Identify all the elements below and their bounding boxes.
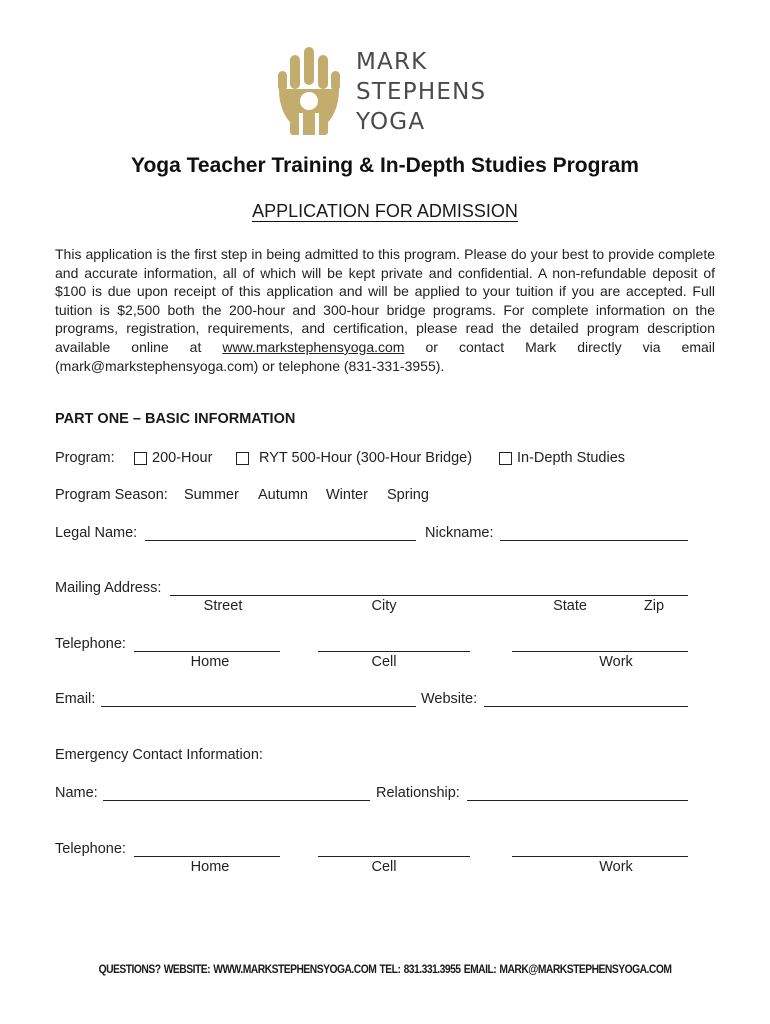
logo-text-line1: MARK — [356, 49, 428, 75]
mailing-address-field[interactable] — [170, 595, 688, 596]
program-ryt-500-label: RYT 500-Hour (300-Hour Bridge) — [259, 450, 473, 466]
zip-caption: Zip — [643, 598, 665, 614]
telephone-work-field[interactable] — [512, 651, 688, 652]
email-field[interactable] — [101, 706, 416, 707]
season-label: Program Season: — [55, 487, 168, 503]
website-field[interactable] — [484, 706, 688, 707]
mailing-address-label: Mailing Address: — [55, 580, 162, 596]
form-subtitle — [0, 201, 770, 222]
legal-name-field[interactable] — [145, 540, 416, 541]
emergency-telephone-home-caption: Home — [190, 859, 230, 875]
program-in-depth-checkbox[interactable] — [499, 452, 512, 465]
telephone-home-field[interactable] — [134, 651, 280, 652]
nickname-label: Nickname: — [425, 525, 494, 541]
legal-name-label: Legal Name: — [55, 525, 138, 541]
emergency-telephone-work-caption: Work — [599, 859, 633, 875]
telephone-cell-caption: Cell — [371, 654, 397, 670]
nickname-field[interactable] — [500, 540, 688, 541]
telephone-cell-field[interactable] — [318, 651, 470, 652]
intro-paragraph — [55, 245, 715, 375]
form-subtitle-text: APPLICATION FOR ADMISSION — [252, 201, 518, 221]
emergency-telephone-home-field[interactable] — [134, 856, 280, 857]
city-caption: City — [371, 598, 397, 614]
emergency-telephone-cell-caption: Cell — [371, 859, 397, 875]
program-label: Program: — [55, 450, 115, 466]
logo-text-line2: STEPHENS — [356, 79, 487, 105]
emergency-name-field[interactable] — [103, 800, 370, 801]
hamsa-hand-icon — [275, 45, 343, 137]
program-ryt-500-checkbox[interactable] — [236, 452, 249, 465]
logo-text-line3: YOGA — [356, 109, 426, 135]
section-heading-part-one: PART ONE – BASIC INFORMATION — [55, 411, 296, 427]
season-option-autumn[interactable]: Autumn — [258, 487, 308, 503]
intro-text-end: or contact Mark directly via email (mark@markstephensyoga.com) or telephone (831-331-3955). — [55, 338, 715, 374]
relationship-field[interactable] — [467, 800, 688, 801]
season-option-summer[interactable]: Summer — [184, 487, 239, 503]
intro-text: This application is the first step in being admitted to this program. Please do your best to provide complete and accurate information, all of which will be kept private and confidential. A non-refundable deposit of $100 is due upon receipt of this application and will be applied to your tuition if you are accepted. Full tuition is $2,500 both the 200-hour and 300-hour bridge programs. For complete information on the programs, registration, requirements, and certification, please read the detailed program description available online at — [55, 246, 715, 355]
emergency-telephone-work-field[interactable] — [512, 856, 688, 857]
season-option-winter[interactable]: Winter — [326, 487, 368, 503]
program-200-hour-checkbox[interactable] — [134, 452, 147, 465]
emergency-telephone-cell-field[interactable] — [318, 856, 470, 857]
website-label: Website: — [421, 691, 478, 707]
telephone-label: Telephone: — [55, 636, 126, 652]
program-in-depth-label: In-Depth Studies — [517, 450, 626, 466]
state-caption: State — [553, 598, 587, 614]
emergency-name-label: Name: — [55, 785, 98, 801]
emergency-contact-heading: Emergency Contact Information: — [55, 747, 263, 763]
relationship-label: Relationship: — [376, 785, 460, 801]
website-link[interactable]: www.markstephensyoga.com — [222, 338, 405, 355]
telephone-work-caption: Work — [599, 654, 633, 670]
street-caption: Street — [203, 598, 243, 614]
program-200-hour-label: 200-Hour — [152, 450, 213, 466]
email-label: Email: — [55, 691, 96, 707]
emergency-telephone-label: Telephone: — [55, 841, 126, 857]
season-option-spring[interactable]: Spring — [387, 487, 429, 503]
telephone-home-caption: Home — [190, 654, 230, 670]
footer-contact: QUESTIONS? WEBSITE: WWW.MARKSTEPHENSYOGA.COM TEL: 831.331.3955 EMAIL: MARK@MARKSTEPHENSYOGA.COM — [98, 962, 672, 976]
page-title: Yoga Teacher Training & In-Depth Studies Program — [131, 154, 639, 177]
